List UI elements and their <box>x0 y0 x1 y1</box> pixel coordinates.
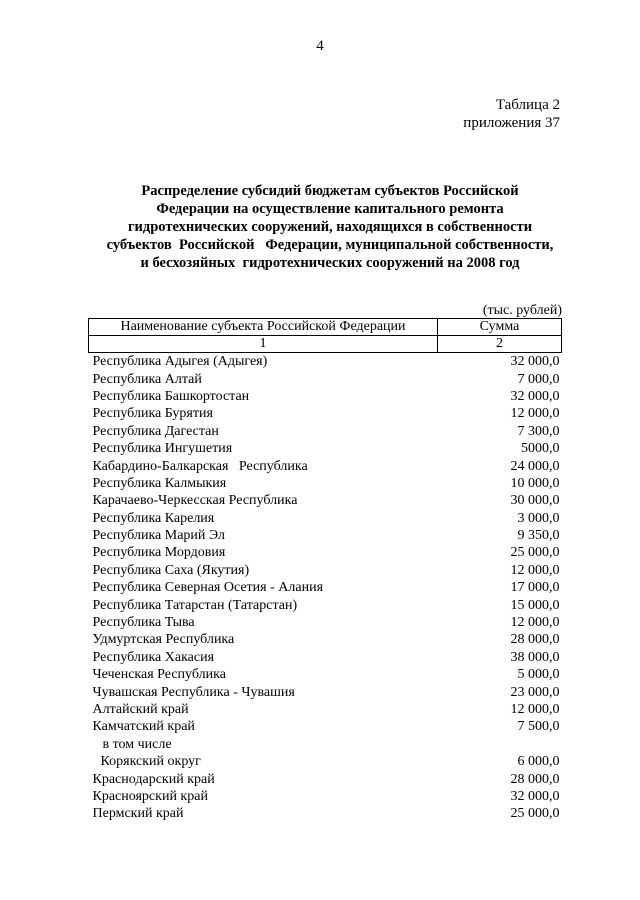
table-row <box>89 753 562 770</box>
subsidy-amount: 12 000,0 <box>510 406 560 422</box>
table-row <box>89 457 562 474</box>
subsidy-amount: 10 000,0 <box>510 475 560 491</box>
page-number: 4 <box>316 38 324 54</box>
table-row <box>89 388 562 405</box>
table-row <box>89 701 562 718</box>
region-name: Республика Хакасия <box>92 649 215 665</box>
title-line: и бесхозяйных гидротехнических сооружений на 2008 год <box>140 255 520 271</box>
region-name: Республика Ингушетия <box>92 441 233 457</box>
table-row <box>89 370 562 387</box>
table-row <box>89 631 562 648</box>
table-row <box>89 510 562 527</box>
subsidy-amount: 24 000,0 <box>510 458 560 474</box>
table-row <box>89 562 562 579</box>
table-body <box>89 353 562 823</box>
subsidy-amount: 25 000,0 <box>510 806 560 822</box>
title-line: гидротехнических сооружений, находящихся в собственности <box>127 219 533 235</box>
region-name: Удмуртская Республика <box>92 632 235 648</box>
subsidy-amount: 38 000,0 <box>510 649 560 665</box>
region-name: Республика Татарстан (Татарстан) <box>92 597 298 613</box>
subsidy-amount: 9 350,0 <box>517 528 560 544</box>
subsidy-amount: 7 500,0 <box>517 719 560 735</box>
subsidy-amount: 32 000,0 <box>510 788 560 804</box>
table-row <box>89 736 562 753</box>
region-name: Республика Карелия <box>92 510 215 526</box>
region-name: Республика Северная Осетия - Алания <box>92 580 324 596</box>
region-name: Республика Мордовия <box>92 545 226 561</box>
region-name: Республика Бурятия <box>92 406 213 422</box>
subsidy-amount: 17 000,0 <box>510 580 560 596</box>
table-row <box>89 788 562 805</box>
units-label: (тыс. рублей) <box>482 303 562 318</box>
document-title <box>95 182 565 272</box>
region-name: Чеченская Республика <box>92 667 226 683</box>
subsidy-amount: 7 300,0 <box>517 423 560 439</box>
region-name: Республика Калмыкия <box>92 475 227 491</box>
table-row <box>89 718 562 735</box>
region-name: Пермский край <box>92 806 184 822</box>
table-row <box>89 475 562 492</box>
subsidy-amount: 32 000,0 <box>510 388 560 404</box>
subsidy-amount: 7 000,0 <box>517 371 560 387</box>
region-name: Камчатский край <box>92 719 195 735</box>
table-row <box>89 405 562 422</box>
table-reference-line-1: Таблица 2 <box>495 97 560 113</box>
table-row <box>89 440 562 457</box>
subsidy-amount: 15 000,0 <box>510 597 560 613</box>
column-number-2: 2 <box>438 336 562 353</box>
subsidy-amount: 3 000,0 <box>517 510 560 526</box>
table-row <box>89 805 562 822</box>
region-name: в том числе <box>102 736 172 752</box>
region-name: Краснодарский край <box>92 771 215 787</box>
table-row <box>89 423 562 440</box>
region-name: Республика Башкортостан <box>92 388 250 404</box>
subsidy-amount: 5000,0 <box>521 441 560 457</box>
region-name: Кабардино-Балкарская Республика <box>92 458 308 474</box>
title-line: Распределение субсидий бюджетам субъектов Российской <box>141 183 519 199</box>
subsidies-table <box>88 318 562 823</box>
title-line: субъектов Российской Федерации, муниципальной собственности, <box>106 237 554 253</box>
region-name: Чувашская Республика - Чувашия <box>92 684 295 700</box>
region-name: Республика Тыва <box>92 615 195 631</box>
subsidy-amount: 6 000,0 <box>517 754 560 770</box>
subsidy-amount: 30 000,0 <box>510 493 560 509</box>
region-name: Корякский округ <box>100 754 201 770</box>
table-row <box>89 492 562 509</box>
region-name: Республика Саха (Якутия) <box>92 562 250 578</box>
region-name: Республика Адыгея (Адыгея) <box>92 354 268 370</box>
table-reference-line-2: приложения 37 <box>463 115 560 131</box>
region-name: Республика Дагестан <box>92 423 219 439</box>
table-row <box>89 596 562 613</box>
subsidy-amount: 12 000,0 <box>510 615 560 631</box>
subsidy-amount: 28 000,0 <box>510 771 560 787</box>
table-row <box>89 353 562 371</box>
subsidy-amount: 12 000,0 <box>510 702 560 717</box>
column-number-1: 1 <box>89 336 438 353</box>
table-row <box>89 649 562 666</box>
region-name: Алтайский край <box>92 702 189 717</box>
table-reference <box>463 96 560 132</box>
table-row <box>89 614 562 631</box>
region-name: Карачаево-Черкесская Республика <box>92 493 298 509</box>
subsidy-amount <box>438 736 562 753</box>
subsidy-amount: 23 000,0 <box>510 684 560 700</box>
table-row <box>89 683 562 700</box>
subsidy-amount: 25 000,0 <box>510 545 560 561</box>
subsidy-amount: 5 000,0 <box>517 667 560 683</box>
table-row <box>89 666 562 683</box>
table-row <box>89 527 562 544</box>
subsidy-amount: 28 000,0 <box>510 632 560 648</box>
region-name: Республика Марий Эл <box>92 528 225 544</box>
region-name: Республика Алтай <box>92 371 202 387</box>
subsidy-amount: 32 000,0 <box>510 354 560 370</box>
table-row <box>89 770 562 787</box>
column-header-name: Наименование субъекта Российской Федерации <box>89 319 438 336</box>
subsidy-amount: 12 000,0 <box>510 562 560 578</box>
header-row <box>89 319 562 336</box>
title-line: Федерации на осуществление капитального ремонта <box>156 201 504 217</box>
region-name: Красноярский край <box>92 788 208 804</box>
table-row <box>89 579 562 596</box>
column-header-amount: Сумма <box>438 319 562 336</box>
table-row <box>89 544 562 561</box>
column-number-row <box>89 336 562 353</box>
